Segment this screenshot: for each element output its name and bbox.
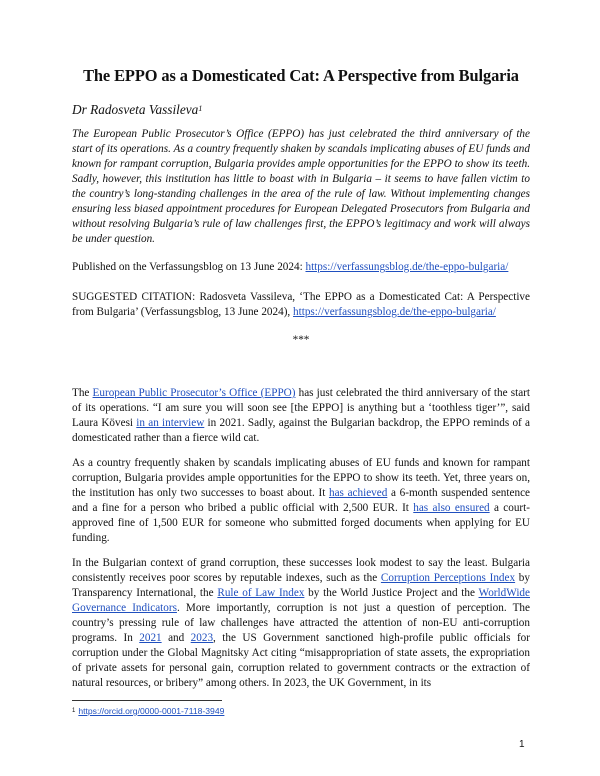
published-line <box>72 260 530 275</box>
wgi-link[interactable]: WorldWide Governance Indicators <box>72 587 530 614</box>
eppo-link[interactable]: European Public Prosecutor’s Office (EPPO) <box>92 387 296 399</box>
paragraph-text: , the US Government sanctioned high-profile public officials for corruption under the Global Magnitsky Act citing “misappropriation of state assets, the expropriation of private assets for personal gain, corruption related to government contracts or the extraction of natural resources, or bribery” among others. In 2023, the UK Government, in its <box>72 632 530 689</box>
interview-link[interactable]: in an interview <box>136 417 205 429</box>
link-2023[interactable]: 2023 <box>190 632 214 644</box>
paragraph-text: a 6-month suspended sentence and a fine for a person who bribed a public official with 2,500 EUR. It <box>72 487 530 514</box>
author-name: Dr Radosveta Vassileva <box>72 102 199 117</box>
paragraph-text: . More importantly, corruption is not just a question of perception. The country’s pressing rule of law challenges have attracted the attention of non-EU anti-corruption programs. In <box>72 602 530 644</box>
paragraph-text: by the World Justice Project and the <box>304 587 479 599</box>
rule-of-law-index-link[interactable]: Rule of Law Index <box>217 587 305 599</box>
has-also-ensured-link[interactable]: has also ensured <box>413 502 490 514</box>
suggested-citation <box>72 290 530 320</box>
link-2021[interactable]: 2021 <box>139 632 162 644</box>
author-line <box>72 102 530 118</box>
paragraph-text: As a country frequently shaken by scandals implicating abuses of EU funds and known for rampant corruption, Bulgaria provides ample opportunities for the EPPO to show its teeth. Yet, three years on, the institution has only two successes to boast about. It <box>72 457 530 499</box>
paragraph-text: a court-approved fine of 1,500 EUR for someone who submitted forged documents when applying for EU funding. <box>72 502 530 544</box>
footnote <box>72 705 224 717</box>
footnote-mark: 1 <box>72 708 76 714</box>
paragraph-text: and <box>161 632 191 644</box>
paragraph-text: The <box>72 387 93 399</box>
has-achieved-link[interactable]: has achieved <box>328 487 388 499</box>
section-separator: *** <box>292 334 310 346</box>
published-text: Published on the Verfassungsblog on 13 June 2024: <box>72 261 306 273</box>
footnote-divider <box>72 700 222 701</box>
abstract: The European Public Prosecutor’s Office (EPPO) has just celebrated the third anniversary of the start of its operations. As a country frequently shaken by scandals implicating abuses of EU funds and known for rampant corruption, Bulgaria provides ample opportunities for the EPPO to show its teeth. Sadly, however, this institution has little to boast with in Bulgaria – it seems to have fallen victim to the country’s long-standing challenges in the area of the rule of law. Without implementing changes ensuring less biased appointment procedures for European Delegated Prosecutors from Bulgaria and without resolving Bulgaria’s rule of law challenges first, the EPPO’s legitimacy and work will always be under question. <box>72 128 530 245</box>
body-paragraph-3 <box>72 556 530 691</box>
paper-title: The EPPO as a Domesticated Cat: A Perspective from Bulgaria <box>83 66 519 85</box>
published-link[interactable]: https://verfassungsblog.de/the-eppo-bulgaria/ <box>305 261 509 273</box>
body-paragraph-1 <box>72 386 530 446</box>
paragraph-text: In the Bulgarian context of grand corruption, these successes look modest to say the least. Bulgaria consistently receives poor scores by reputable indexes, such as the <box>72 557 530 584</box>
citation-text: SUGGESTED CITATION: Radosveta Vassileva, ‘The EPPO as a Domesticated Cat: A Perspective from Bulgaria’ (Verfassungsblog, 13 June 2024), <box>72 291 530 318</box>
author-footnote-mark[interactable]: 1 <box>198 104 203 113</box>
page-number: 1 <box>519 739 525 750</box>
page-content <box>72 66 530 691</box>
cpi-link[interactable]: Corruption Perceptions Index <box>380 572 516 584</box>
paragraph-text: in 2021. Sadly, against the Bulgarian backdrop, the EPPO reminds of a domesticated rather than a fierce wild cat. <box>72 417 530 444</box>
body-paragraph-2 <box>72 456 530 546</box>
paragraph-text: has just celebrated the third anniversary of the start of its operations. “I am sure you will soon see [the EPPO] is anything but a ‘toothless tiger’”, said Laura Kövesi <box>72 387 530 429</box>
paragraph-text: by Transparency International, the <box>72 572 530 599</box>
orcid-link[interactable]: https://orcid.org/0000-0001-7118-3949 <box>78 706 225 716</box>
citation-link[interactable]: https://verfassungsblog.de/the-eppo-bulgaria/ <box>293 306 496 318</box>
